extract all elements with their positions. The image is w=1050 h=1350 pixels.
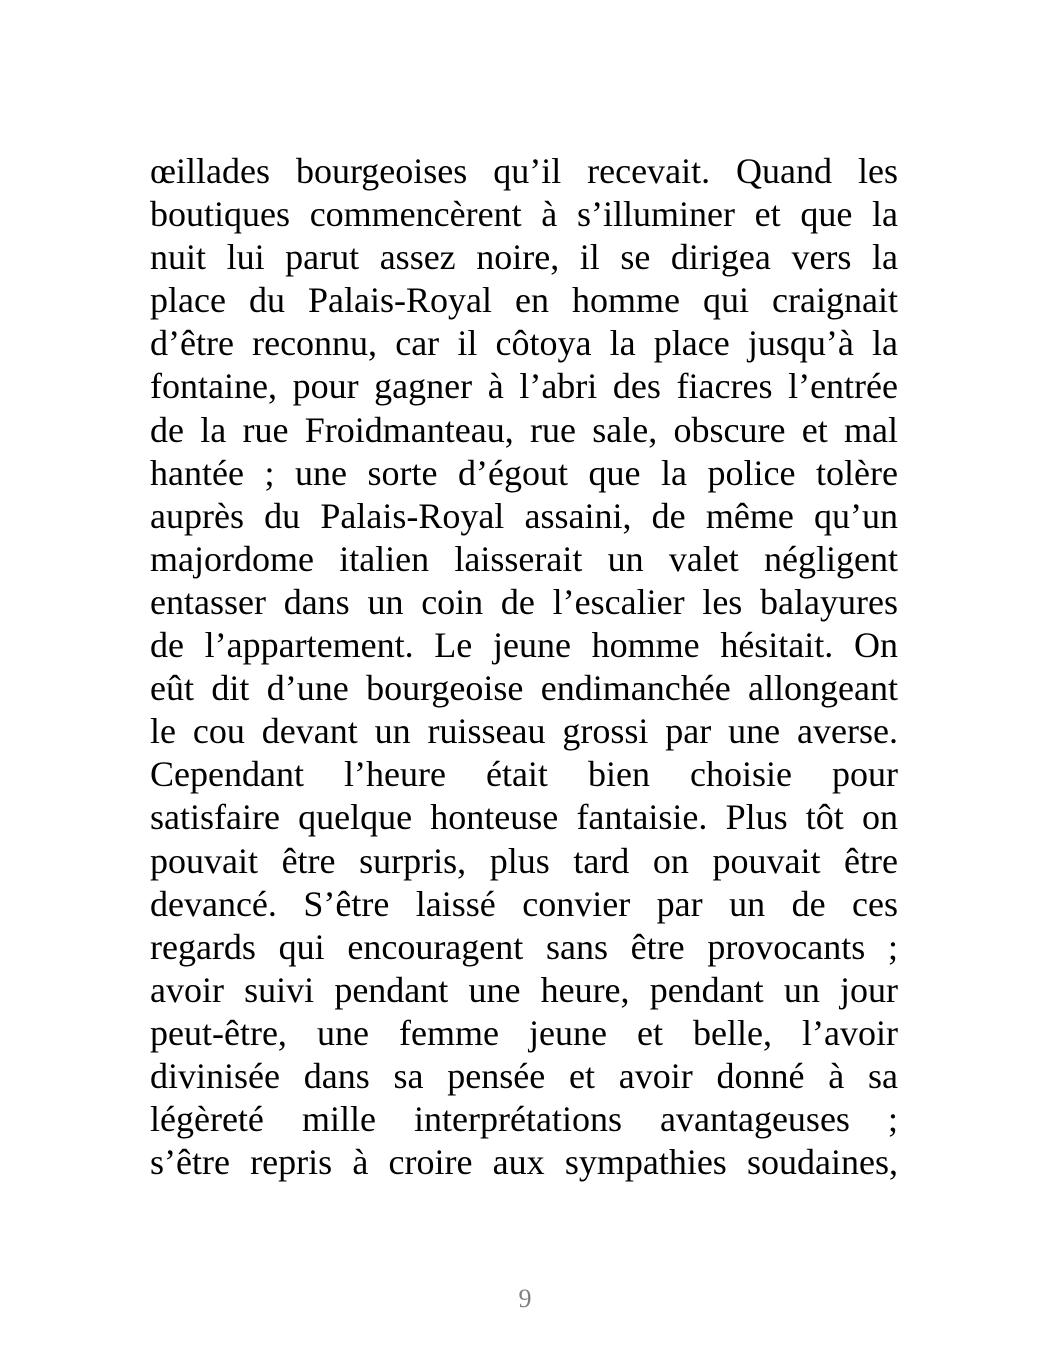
text-line: hantée ; une sorte d’égout que la police tolère (150, 452, 898, 493)
text-line: le cou devant un ruisseau grossi par une averse. (150, 711, 898, 752)
text-line: de la rue Froidmanteau, rue sale, obscure et mal (150, 409, 898, 450)
text-line: devancé. S’être laissé convier par un de ces (150, 883, 898, 924)
text-line: œillades bourgeoises qu’il recevait. Quand les (150, 151, 898, 191)
text-line: satisfaire quelque honteuse fantaisie. Plus tôt on (150, 797, 898, 838)
text-line: place du Palais-Royal en homme qui craignait (150, 280, 898, 321)
text-line: eût dit d’une bourgeoise endimanchée allongeant (150, 668, 898, 709)
text-line: avoir suivi pendant une heure, pendant un jour (150, 969, 898, 1010)
text-line: s’être repris à croire aux sympathies soudaines, (150, 1142, 898, 1183)
text-line: d’être reconnu, car il côtoya la place jusqu’à la (150, 323, 898, 364)
text-line: peut-être, une femme jeune et belle, l’avoir (150, 1012, 898, 1053)
text-line: légèreté mille interprétations avantageuses ; (150, 1099, 898, 1140)
text-line: pouvait être surpris, plus tard on pouvait être (150, 840, 898, 881)
text-line: de l’appartement. Le jeune homme hésitait. On (150, 625, 898, 666)
text-line: majordome italien laisserait un valet négligent (150, 538, 898, 579)
text-line: entasser dans un coin de l’escalier les balayures (150, 581, 898, 622)
text-line: fontaine, pour gagner à l’abri des fiacres l’entrée (150, 366, 898, 407)
text-line: divinisée dans sa pensée et avoir donné à sa (150, 1055, 898, 1096)
page-number: 9 (518, 1284, 532, 1313)
text-line: auprès du Palais-Royal assaini, de même qu’un (150, 495, 898, 536)
text-line: Cependant l’heure était bien choisie pour (150, 754, 898, 795)
body-text (150, 150, 898, 1184)
text-line: regards qui encouragent sans être provocants ; (150, 926, 898, 967)
text-line: boutiques commencèrent à s’illuminer et que la (150, 194, 898, 235)
text-line: nuit lui parut assez noire, il se dirigea vers la (150, 237, 898, 278)
